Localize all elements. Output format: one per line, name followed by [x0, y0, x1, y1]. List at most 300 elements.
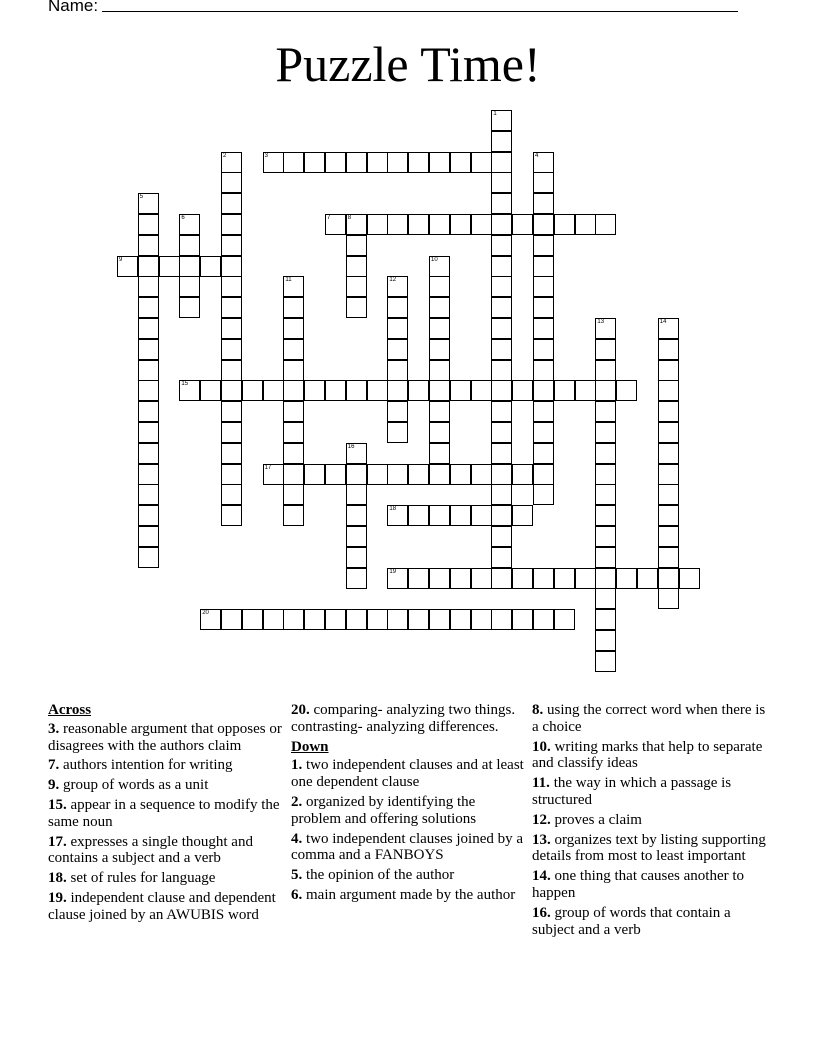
- crossword-cell[interactable]: [491, 276, 512, 297]
- clue-text: expresses a single thought and contains a subject and a verb: [48, 833, 253, 867]
- crossword-cell[interactable]: [304, 609, 325, 630]
- crossword-cell[interactable]: [491, 505, 512, 526]
- clue-text: one thing that causes another to happen: [532, 868, 745, 901]
- crossword-cell[interactable]: [221, 297, 242, 318]
- down-heading: Down: [291, 738, 329, 755]
- crossword-cell[interactable]: [179, 256, 200, 277]
- crossword-cell[interactable]: [346, 297, 367, 318]
- down-clue-list: [291, 757, 526, 903]
- crossword-cell[interactable]: [533, 193, 554, 214]
- crossword-cell[interactable]: [512, 505, 533, 526]
- crossword-cell[interactable]: [242, 609, 263, 630]
- crossword-cell[interactable]: [387, 360, 408, 381]
- crossword-cell[interactable]: [658, 464, 679, 485]
- crossword-cell[interactable]: [429, 256, 450, 277]
- crossword-cell[interactable]: [387, 422, 408, 443]
- crossword-cell[interactable]: [595, 526, 616, 547]
- crossword-cell[interactable]: [616, 380, 637, 401]
- crossword-cell[interactable]: [491, 256, 512, 277]
- crossword-cell[interactable]: [575, 214, 596, 235]
- crossword-cell[interactable]: [595, 443, 616, 464]
- crossword-cell[interactable]: [429, 152, 450, 173]
- crossword-cell[interactable]: [491, 235, 512, 256]
- crossword-cell[interactable]: [200, 380, 221, 401]
- crossword-cell[interactable]: [221, 505, 242, 526]
- crossword-cell[interactable]: [554, 609, 575, 630]
- crossword-cell[interactable]: [491, 609, 512, 630]
- down-clue-6: [291, 887, 526, 904]
- crossword-cell[interactable]: [325, 152, 346, 173]
- crossword-cell[interactable]: [387, 318, 408, 339]
- crossword-cell[interactable]: [595, 380, 616, 401]
- crossword-cell[interactable]: [387, 380, 408, 401]
- crossword-cell[interactable]: [658, 526, 679, 547]
- crossword-cell[interactable]: [346, 484, 367, 505]
- clue-number-label: 5: [139, 194, 144, 201]
- crossword-cell[interactable]: [533, 360, 554, 381]
- crossword-cell[interactable]: [221, 422, 242, 443]
- crossword-cell[interactable]: [595, 422, 616, 443]
- crossword-cell[interactable]: [491, 110, 512, 131]
- crossword-cell[interactable]: [200, 256, 221, 277]
- crossword-cell[interactable]: [471, 152, 492, 173]
- crossword-cell[interactable]: [533, 443, 554, 464]
- crossword-cell[interactable]: [117, 256, 138, 277]
- crossword-cell[interactable]: [658, 505, 679, 526]
- clue-text: organizes text by listing supporting details from most to least important: [532, 831, 766, 865]
- crossword-cell[interactable]: [429, 568, 450, 589]
- crossword-cell[interactable]: [387, 401, 408, 422]
- crossword-cell[interactable]: [200, 609, 221, 630]
- crossword-cell[interactable]: [533, 256, 554, 277]
- crossword-cell[interactable]: [387, 568, 408, 589]
- crossword-cell[interactable]: [471, 464, 492, 485]
- clue-number-label: 2: [223, 152, 227, 159]
- crossword-cell[interactable]: [429, 443, 450, 464]
- crossword-cell[interactable]: [429, 276, 450, 297]
- crossword-cell[interactable]: [138, 339, 159, 360]
- crossword-cell[interactable]: [595, 464, 616, 485]
- crossword-cell[interactable]: [408, 505, 429, 526]
- crossword-cell[interactable]: [283, 401, 304, 422]
- crossword-cell[interactable]: [138, 443, 159, 464]
- across-clue-15: [48, 797, 283, 831]
- clue-number-label: 1: [493, 111, 497, 117]
- crossword-cell[interactable]: [304, 152, 325, 173]
- crossword-cell[interactable]: [387, 276, 408, 297]
- crossword-cell[interactable]: [325, 464, 346, 485]
- crossword-cell[interactable]: [367, 464, 388, 485]
- down-clue-10: [532, 739, 767, 773]
- crossword-cell[interactable]: [346, 505, 367, 526]
- crossword-cell[interactable]: [283, 318, 304, 339]
- crossword-cell[interactable]: [512, 609, 533, 630]
- crossword-cell[interactable]: [221, 256, 242, 277]
- crossword-cell[interactable]: [221, 214, 242, 235]
- crossword-cell[interactable]: [408, 568, 429, 589]
- crossword-cell[interactable]: [491, 360, 512, 381]
- crossword-cell[interactable]: [491, 193, 512, 214]
- crossword-cell[interactable]: [491, 526, 512, 547]
- crossword-cell[interactable]: [491, 172, 512, 193]
- crossword-cell[interactable]: [658, 339, 679, 360]
- clue-number: 17.: [48, 833, 67, 850]
- crossword-cell[interactable]: [658, 443, 679, 464]
- crossword-cell[interactable]: [138, 401, 159, 422]
- crossword-cell[interactable]: [346, 380, 367, 401]
- crossword-cell[interactable]: [554, 380, 575, 401]
- across-clue-list-continued: [291, 702, 526, 736]
- down-clue-12: [532, 812, 767, 829]
- crossword-cell[interactable]: [533, 422, 554, 443]
- crossword-cell[interactable]: [491, 464, 512, 485]
- crossword-cell[interactable]: [450, 568, 471, 589]
- crossword-cell[interactable]: [263, 464, 284, 485]
- crossword-cell[interactable]: [533, 276, 554, 297]
- clue-number: 8.: [532, 702, 544, 718]
- crossword-cell[interactable]: [283, 276, 304, 297]
- crossword-cell[interactable]: [637, 568, 658, 589]
- crossword-cell[interactable]: [450, 214, 471, 235]
- crossword-cell[interactable]: [491, 297, 512, 318]
- clue-number-label: 7: [327, 215, 331, 221]
- clue-number-label: 18: [389, 506, 397, 513]
- crossword-cell[interactable]: [221, 609, 242, 630]
- across-clue-9: [48, 777, 283, 794]
- crossword-cell[interactable]: [533, 235, 554, 256]
- crossword-cell[interactable]: [263, 380, 284, 401]
- clue-text: comparing- analyzing two things. contrasting- analyzing differences.: [291, 702, 516, 735]
- clue-number: 2.: [291, 793, 303, 810]
- crossword-cell[interactable]: [387, 505, 408, 526]
- crossword-cell[interactable]: [346, 568, 367, 589]
- clue-text: proves a claim: [550, 811, 642, 828]
- crossword-cell[interactable]: [491, 443, 512, 464]
- clue-number-label: 9: [119, 256, 123, 263]
- crossword-cell[interactable]: [263, 609, 284, 630]
- crossword-cell[interactable]: [429, 401, 450, 422]
- crossword-cell[interactable]: [595, 547, 616, 568]
- crossword-cell[interactable]: [471, 380, 492, 401]
- crossword-cell[interactable]: [512, 380, 533, 401]
- crossword-cell[interactable]: [658, 547, 679, 568]
- clue-number: 6.: [291, 886, 303, 903]
- crossword-cell[interactable]: [138, 214, 159, 235]
- crossword-cell[interactable]: [429, 380, 450, 401]
- crossword-cell[interactable]: [533, 609, 554, 630]
- crossword-cell[interactable]: [346, 547, 367, 568]
- clue-number-label: 3: [264, 152, 268, 159]
- crossword-cell[interactable]: [367, 152, 388, 173]
- crossword-cell[interactable]: [221, 339, 242, 360]
- crossword-cell[interactable]: [450, 464, 471, 485]
- crossword-cell[interactable]: [221, 443, 242, 464]
- crossword-cell[interactable]: [387, 152, 408, 173]
- crossword-cell[interactable]: [595, 360, 616, 381]
- clue-number-label: 4: [535, 152, 539, 159]
- crossword-cell[interactable]: [408, 152, 429, 173]
- crossword-cell[interactable]: [325, 609, 346, 630]
- clue-text: reasonable argument that opposes or disagrees with the authors claim: [48, 720, 282, 754]
- crossword-cell[interactable]: [595, 505, 616, 526]
- crossword-cell[interactable]: [533, 568, 554, 589]
- crossword-cell[interactable]: [387, 339, 408, 360]
- clue-text: two independent clauses and at least one dependent clause: [291, 757, 524, 791]
- crossword-cell[interactable]: [658, 588, 679, 609]
- crossword-cell[interactable]: [263, 152, 284, 173]
- crossword-cell[interactable]: [450, 380, 471, 401]
- crossword-cell[interactable]: [429, 422, 450, 443]
- crossword-cell[interactable]: [387, 297, 408, 318]
- crossword-cell[interactable]: [138, 380, 159, 401]
- crossword-cell[interactable]: [554, 568, 575, 589]
- crossword-cell[interactable]: [346, 443, 367, 464]
- crossword-cell[interactable]: [491, 214, 512, 235]
- crossword-cell[interactable]: [533, 318, 554, 339]
- crossword-cell[interactable]: [138, 360, 159, 381]
- crossword-cell[interactable]: [554, 214, 575, 235]
- across-clue-3: [48, 721, 283, 755]
- crossword-cell[interactable]: [595, 609, 616, 630]
- crossword-cell[interactable]: [491, 484, 512, 505]
- crossword-cell[interactable]: [367, 380, 388, 401]
- crossword-cell[interactable]: [533, 484, 554, 505]
- crossword-cell[interactable]: [512, 464, 533, 485]
- crossword-cell[interactable]: [533, 464, 554, 485]
- crossword-cell[interactable]: [408, 214, 429, 235]
- crossword-cell[interactable]: [471, 609, 492, 630]
- crossword-cell[interactable]: [387, 214, 408, 235]
- crossword-cell[interactable]: [304, 464, 325, 485]
- crossword-cell[interactable]: [283, 609, 304, 630]
- crossword-cell[interactable]: [346, 235, 367, 256]
- crossword-cell[interactable]: [138, 318, 159, 339]
- crossword-cell[interactable]: [450, 152, 471, 173]
- crossword-cell[interactable]: [429, 464, 450, 485]
- crossword-cell[interactable]: [138, 276, 159, 297]
- clue-number-label: 16: [347, 443, 355, 450]
- crossword-cell[interactable]: [595, 318, 616, 339]
- crossword-cell[interactable]: [283, 505, 304, 526]
- down-clue-8: [532, 702, 767, 736]
- crossword-cell[interactable]: [283, 339, 304, 360]
- crossword-cell[interactable]: [179, 235, 200, 256]
- down-clue-13: [532, 832, 767, 866]
- crossword-cell[interactable]: [658, 318, 679, 339]
- crossword-cell[interactable]: [221, 152, 242, 173]
- crossword-cell[interactable]: [595, 339, 616, 360]
- crossword-cell[interactable]: [138, 464, 159, 485]
- across-clue-17: [48, 834, 283, 868]
- crossword-cell[interactable]: [595, 651, 616, 672]
- crossword-cell[interactable]: [221, 401, 242, 422]
- crossword-cell[interactable]: [221, 193, 242, 214]
- crossword-cell[interactable]: [283, 360, 304, 381]
- crossword-cell[interactable]: [138, 256, 159, 277]
- crossword-cell[interactable]: [679, 568, 700, 589]
- clue-text: group of words as a unit: [59, 777, 209, 794]
- crossword-cell[interactable]: [283, 443, 304, 464]
- crossword-cell[interactable]: [346, 464, 367, 485]
- crossword-cell[interactable]: [429, 609, 450, 630]
- crossword-cell[interactable]: [658, 401, 679, 422]
- crossword-cell[interactable]: [429, 297, 450, 318]
- crossword-cell[interactable]: [491, 339, 512, 360]
- crossword-cell[interactable]: [429, 360, 450, 381]
- crossword-cell[interactable]: [138, 235, 159, 256]
- crossword-cell[interactable]: [450, 505, 471, 526]
- clue-number: 19.: [48, 889, 67, 906]
- clue-number: 4.: [291, 830, 303, 847]
- down-clue-1: [291, 757, 526, 791]
- crossword-cell[interactable]: [138, 297, 159, 318]
- crossword-cell[interactable]: [325, 214, 346, 235]
- crossword-cell[interactable]: [346, 526, 367, 547]
- crossword-cell[interactable]: [533, 339, 554, 360]
- crossword-cell[interactable]: [429, 339, 450, 360]
- crossword-cell[interactable]: [512, 568, 533, 589]
- crossword-cell[interactable]: [283, 484, 304, 505]
- crossword-cell[interactable]: [346, 256, 367, 277]
- crossword-cell[interactable]: [595, 588, 616, 609]
- clue-number: 9.: [48, 777, 60, 794]
- down-clue-11: [532, 775, 767, 809]
- crossword-cell[interactable]: [658, 380, 679, 401]
- crossword-cell[interactable]: [138, 193, 159, 214]
- clue-text: the way in which a passage is structured: [532, 775, 732, 808]
- down-clue-5: [291, 867, 526, 884]
- crossword-cell[interactable]: [221, 464, 242, 485]
- crossword-cell[interactable]: [575, 380, 596, 401]
- crossword-cell[interactable]: [387, 609, 408, 630]
- clue-number: 18.: [48, 870, 67, 887]
- crossword-cell[interactable]: [429, 318, 450, 339]
- clue-number-label: 15: [181, 381, 189, 388]
- across-clue-20: [291, 702, 526, 736]
- crossword-cell[interactable]: [346, 276, 367, 297]
- crossword-cell[interactable]: [533, 297, 554, 318]
- crossword-cell[interactable]: [491, 401, 512, 422]
- crossword-cell[interactable]: [658, 360, 679, 381]
- crossword-cell[interactable]: [159, 256, 180, 277]
- crossword-cell[interactable]: [179, 380, 200, 401]
- crossword-cell[interactable]: [575, 568, 596, 589]
- crossword-cell[interactable]: [491, 131, 512, 152]
- crossword-cell[interactable]: [491, 380, 512, 401]
- crossword-cell[interactable]: [658, 422, 679, 443]
- clues-column-1: [48, 702, 283, 927]
- crossword-cell[interactable]: [283, 152, 304, 173]
- crossword-cell[interactable]: [533, 172, 554, 193]
- crossword-cell[interactable]: [616, 568, 637, 589]
- crossword-cell[interactable]: [595, 568, 616, 589]
- crossword-cell[interactable]: [179, 297, 200, 318]
- crossword-cell[interactable]: [325, 380, 346, 401]
- name-label: Name:: [48, 0, 99, 15]
- crossword-cell[interactable]: [533, 152, 554, 173]
- crossword-cell[interactable]: [138, 422, 159, 443]
- clue-number: 11.: [532, 775, 550, 792]
- crossword-cell[interactable]: [346, 609, 367, 630]
- crossword-cell[interactable]: [179, 276, 200, 297]
- crossword-cell[interactable]: [491, 152, 512, 173]
- crossword-cell[interactable]: [595, 214, 616, 235]
- clue-number: 1.: [291, 757, 303, 774]
- across-clue-list: [48, 721, 283, 924]
- crossword-cell[interactable]: [533, 380, 554, 401]
- clue-number: 7.: [48, 757, 60, 774]
- down-clue-14: [532, 868, 767, 902]
- clue-number-label: 17: [264, 464, 272, 471]
- crossword-cell[interactable]: [221, 172, 242, 193]
- crossword-cell[interactable]: [387, 464, 408, 485]
- clue-text: main argument made by the author: [302, 886, 516, 903]
- crossword-cell[interactable]: [408, 464, 429, 485]
- crossword-cell[interactable]: [138, 526, 159, 547]
- crossword-cell[interactable]: [408, 380, 429, 401]
- clue-text: independent clause and dependent clause joined by an AWUBIS word: [48, 889, 276, 923]
- crossword-cell[interactable]: [408, 609, 429, 630]
- crossword-cell[interactable]: [304, 380, 325, 401]
- clue-number-label: 12: [389, 277, 397, 284]
- crossword-cell[interactable]: [138, 484, 159, 505]
- crossword-cell[interactable]: [471, 214, 492, 235]
- crossword-cell[interactable]: [221, 235, 242, 256]
- crossword-cell[interactable]: [533, 214, 554, 235]
- crossword-cell[interactable]: [595, 630, 616, 651]
- crossword-cell[interactable]: [138, 505, 159, 526]
- clue-number-label: 19: [389, 568, 397, 575]
- crossword-cell[interactable]: [429, 505, 450, 526]
- crossword-cell[interactable]: [283, 380, 304, 401]
- crossword-cell[interactable]: [221, 484, 242, 505]
- crossword-cell[interactable]: [242, 380, 263, 401]
- crossword-cell[interactable]: [450, 609, 471, 630]
- crossword-cell[interactable]: [283, 297, 304, 318]
- crossword-cell[interactable]: [346, 214, 367, 235]
- crossword-cell[interactable]: [221, 360, 242, 381]
- crossword-cell[interactable]: [658, 484, 679, 505]
- crossword-cell[interactable]: [346, 152, 367, 173]
- crossword-cell[interactable]: [367, 609, 388, 630]
- crossword-cell[interactable]: [471, 505, 492, 526]
- clue-number: 14.: [532, 868, 551, 885]
- page-title: Puzzle Time!: [275, 36, 541, 92]
- crossword-cell[interactable]: [491, 568, 512, 589]
- crossword-cell[interactable]: [491, 318, 512, 339]
- crossword-cell[interactable]: [533, 401, 554, 422]
- crossword-cell[interactable]: [138, 547, 159, 568]
- crossword-cell[interactable]: [221, 318, 242, 339]
- crossword-cell[interactable]: [595, 484, 616, 505]
- crossword-cell[interactable]: [491, 547, 512, 568]
- crossword-cell[interactable]: [512, 214, 533, 235]
- crossword-cell[interactable]: [283, 464, 304, 485]
- crossword-cell[interactable]: [471, 568, 492, 589]
- clue-number: 16.: [532, 904, 551, 921]
- crossword-cell[interactable]: [283, 422, 304, 443]
- crossword-cell[interactable]: [221, 276, 242, 297]
- crossword-cell[interactable]: [491, 422, 512, 443]
- clue-text: the opinion of the author: [302, 867, 455, 884]
- crossword-cell[interactable]: [179, 214, 200, 235]
- crossword-cell[interactable]: [221, 380, 242, 401]
- crossword-cell[interactable]: [429, 214, 450, 235]
- crossword-cell[interactable]: [595, 401, 616, 422]
- crossword-cell[interactable]: [367, 214, 388, 235]
- clue-text: appear in a sequence to modify the same noun: [48, 796, 280, 830]
- crossword-cell[interactable]: [658, 568, 679, 589]
